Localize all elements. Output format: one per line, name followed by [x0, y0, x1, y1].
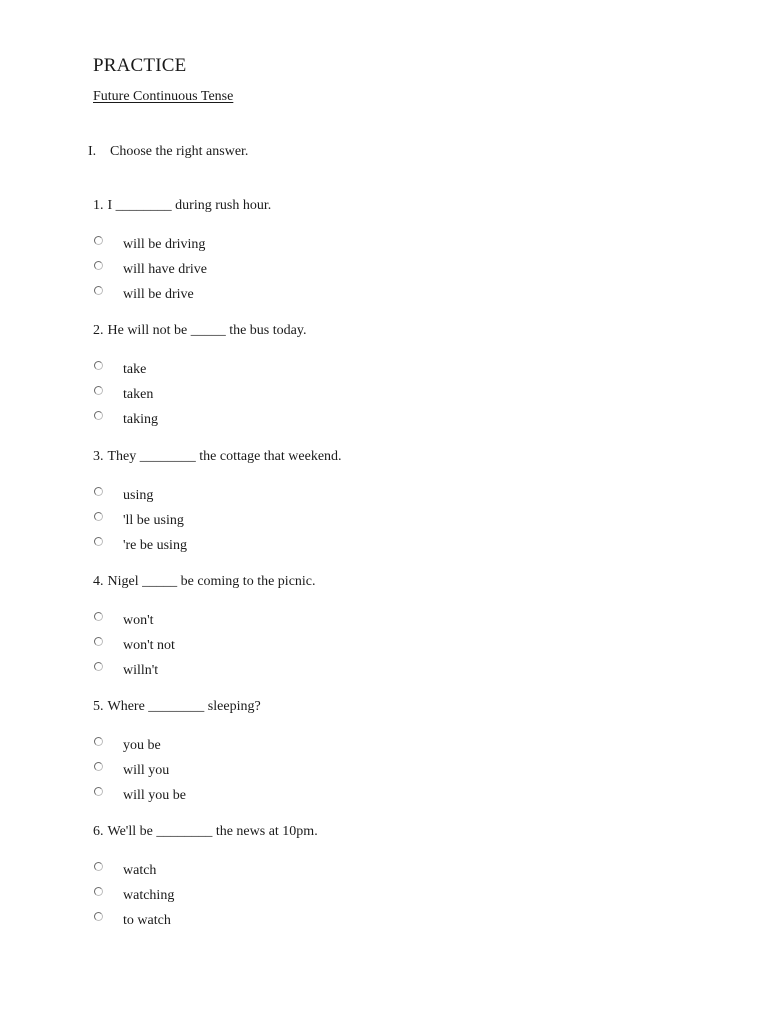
option-item[interactable]: [93, 612, 393, 637]
radio-button-icon[interactable]: [94, 286, 103, 295]
option-item[interactable]: [93, 286, 393, 311]
option-item[interactable]: [93, 361, 393, 386]
option-item[interactable]: [93, 787, 393, 812]
question-number: 6.: [93, 824, 104, 839]
question-4: [93, 574, 316, 590]
question-1: [93, 198, 271, 214]
question-text: He will not be _____ the bus today.: [107, 323, 307, 338]
radio-button-icon[interactable]: [94, 737, 103, 746]
option-item[interactable]: [93, 862, 393, 887]
question-4-options: [93, 612, 393, 686]
radio-button-icon[interactable]: [94, 787, 103, 796]
question-6-options: [93, 862, 393, 936]
option-item[interactable]: [93, 236, 393, 261]
radio-button-icon[interactable]: [94, 487, 103, 496]
option-label: willn't: [123, 662, 159, 678]
radio-button-icon[interactable]: [94, 762, 103, 771]
option-label: taken: [123, 386, 154, 402]
question-text: Nigel _____ be coming to the picnic.: [107, 574, 316, 589]
option-item[interactable]: [93, 512, 393, 537]
page-subtitle: Future Continuous Tense: [93, 89, 234, 104]
question-text: Where ________ sleeping?: [107, 699, 261, 714]
section-instruction: Choose the right answer.: [110, 144, 249, 159]
option-item[interactable]: [93, 887, 393, 912]
radio-button-icon[interactable]: [94, 411, 103, 420]
radio-button-icon[interactable]: [94, 261, 103, 270]
question-3: [93, 449, 342, 465]
radio-button-icon[interactable]: [94, 662, 103, 671]
question-number: 5.: [93, 699, 104, 714]
question-2: [93, 323, 306, 339]
option-label: won't: [123, 613, 154, 628]
option-item[interactable]: [93, 637, 393, 662]
option-item[interactable]: [93, 737, 393, 762]
option-label: watching: [123, 887, 175, 903]
option-item[interactable]: [93, 762, 393, 787]
question-3-options: [93, 487, 393, 561]
option-label: won't not: [123, 637, 175, 653]
option-label: will have drive: [123, 261, 207, 277]
radio-button-icon[interactable]: [94, 887, 103, 896]
radio-button-icon[interactable]: [94, 637, 103, 646]
question-5-options: [93, 737, 393, 811]
option-item[interactable]: [93, 662, 393, 687]
radio-button-icon[interactable]: [94, 537, 103, 546]
question-number: 3.: [93, 449, 104, 464]
option-item[interactable]: [93, 386, 393, 411]
option-label: will you: [123, 762, 170, 778]
option-item[interactable]: [93, 912, 393, 937]
option-label: will you be: [123, 787, 186, 803]
radio-button-icon[interactable]: [94, 612, 103, 621]
option-item[interactable]: [93, 261, 393, 286]
option-label: will be driving: [123, 237, 206, 252]
radio-button-icon[interactable]: [94, 386, 103, 395]
question-number: 2.: [93, 323, 104, 338]
option-label: will be drive: [123, 286, 194, 302]
option-label: 'll be using: [123, 512, 184, 528]
radio-button-icon[interactable]: [94, 912, 103, 921]
option-label: take: [123, 362, 147, 377]
option-item[interactable]: [93, 411, 393, 436]
question-text: I ________ during rush hour.: [107, 198, 272, 213]
page-title: PRACTICE: [93, 55, 187, 76]
question-2-options: [93, 361, 393, 435]
option-label: you be: [123, 738, 161, 753]
question-text: We'll be ________ the news at 10pm.: [107, 824, 318, 839]
question-text: They ________ the cottage that weekend.: [107, 449, 342, 464]
question-number: 1.: [93, 198, 104, 213]
radio-button-icon[interactable]: [94, 361, 103, 370]
option-item[interactable]: [93, 487, 393, 512]
question-1-options: [93, 236, 393, 310]
option-label: to watch: [123, 912, 171, 928]
question-number: 4.: [93, 574, 104, 589]
section-number: I.: [88, 144, 97, 159]
section-heading: [88, 144, 248, 160]
radio-button-icon[interactable]: [94, 512, 103, 521]
radio-button-icon[interactable]: [94, 236, 103, 245]
radio-button-icon[interactable]: [94, 862, 103, 871]
option-label: 're be using: [123, 537, 187, 553]
option-item[interactable]: [93, 537, 393, 562]
question-6: [93, 824, 318, 840]
question-5: [93, 699, 261, 715]
option-label: watch: [123, 863, 157, 878]
option-label: taking: [123, 411, 158, 427]
option-label: using: [123, 488, 154, 503]
